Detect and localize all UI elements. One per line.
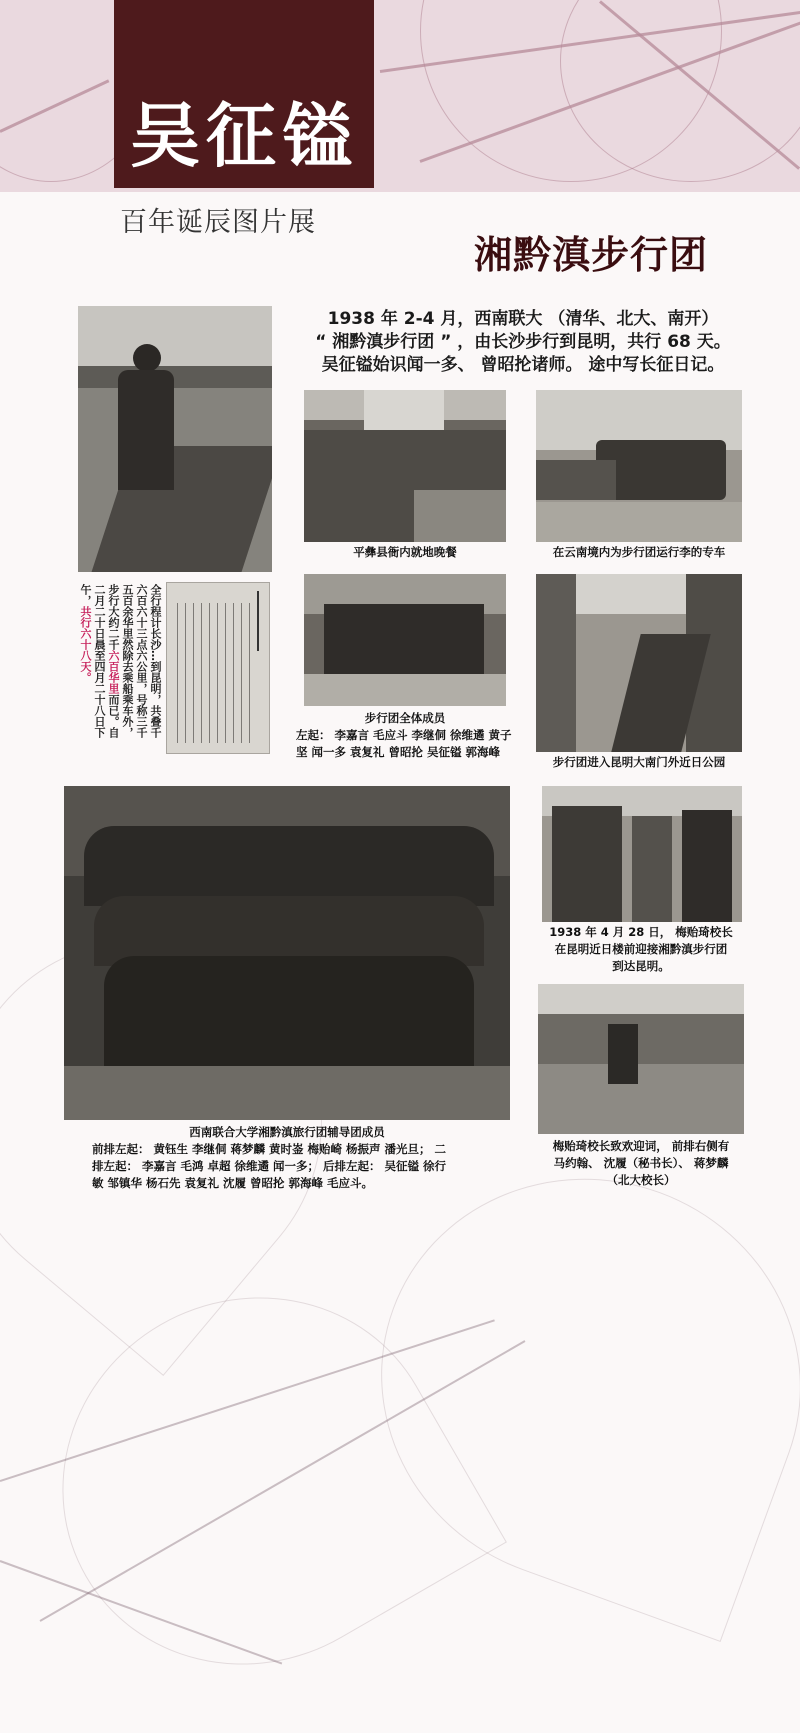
intro-paragraph	[296, 308, 750, 377]
dinner-photo	[304, 390, 506, 542]
side-note-text	[78, 584, 162, 746]
truck-caption: 在云南境内为步行团运行李的专车	[552, 545, 726, 559]
guidance-team-caption-line: 敏 邹镇华 杨石先 袁复礼 沈履 曾昭抡 郭海峰 毛应斗。	[92, 1176, 374, 1190]
intro-line: 吴征镒始识闻一多、 曾昭抡诸师。 途中写长征日记。	[321, 355, 725, 375]
mei-greeting-caption-line: 1938 年 4 月 28 日， 梅贻琦校长	[549, 925, 733, 939]
guidance-team-photo	[64, 786, 510, 1120]
dinner-caption: 平彝县衙内就地晚餐	[353, 545, 457, 559]
mei-greeting-caption-line: 到达昆明。	[612, 959, 670, 973]
guidance-team-caption-line: 前排左起： 黄钰生 李继侗 蒋梦麟 黄时崟 梅贻崎 杨振声 潘光旦； 二	[92, 1142, 447, 1156]
group-members-caption-names: 左起： 李嘉言 毛应斗 李继侗 徐维遹 黄子坚 闻一多 袁复礼 曾昭抡 吴征镒 郭海峰	[296, 728, 512, 759]
guidance-team-caption-title: 西南联合大学湘黔滇旅行团辅导团成员	[189, 1125, 385, 1139]
welcome-speech-caption-line: 梅贻琦校长致欢迎词， 前排右侧有	[552, 1139, 730, 1153]
intro-line: “ 湘黔滇步行团 ” ，由长沙步行到昆明，共行 68 天。	[315, 332, 731, 352]
mei-greeting-caption-line: 在昆明近日楼前迎接湘黔滇步行团	[554, 942, 728, 956]
welcome-speech-caption-line: （北大校长）	[606, 1173, 676, 1187]
group-members-photo	[304, 574, 506, 706]
side-note-part: 全行程计长沙…到昆明，共叠千六百六十三点六公里，号称三千五百余华里	[121, 584, 162, 738]
welcome-speech-caption-line: 马约翰、 沈履（秘书长）、 蒋梦麟	[553, 1156, 729, 1170]
welcome-speech-photo	[538, 984, 744, 1134]
intro-line: 1938 年 2-4 月，西南联大 （清华、北大、南开）	[327, 309, 719, 329]
side-note-highlight: 六百华里	[107, 650, 120, 694]
entering-kunming-caption: 步行团进入昆明大南门外近日公园	[552, 755, 726, 769]
side-note-part: 而已。自二月二十日晨至四月二十八日下午，	[79, 584, 120, 738]
diary-page-image	[166, 582, 270, 754]
logo-calligraphy: 吴征镒	[130, 94, 358, 177]
truck-photo	[536, 390, 742, 542]
guidance-team-caption-line: 排左起： 李嘉言 毛鸿 卓超 徐维遹 闻一多； 后排左起： 吴征镒 徐行	[92, 1159, 447, 1173]
entering-kunming-photo	[536, 574, 742, 752]
side-note-highlight: 共行六十八天。	[79, 606, 92, 683]
side-note-part: 然除去乘船乘车外，步行大约二千	[107, 584, 134, 738]
group-members-caption-title: 步行团全体成员	[364, 711, 446, 725]
exhibition-subtitle: 百年诞辰图片展	[120, 207, 316, 238]
mei-greeting-photo	[542, 786, 742, 922]
portrait-on-boat-photo	[78, 306, 272, 572]
section-title: 湘黔滇步行团	[474, 233, 709, 277]
